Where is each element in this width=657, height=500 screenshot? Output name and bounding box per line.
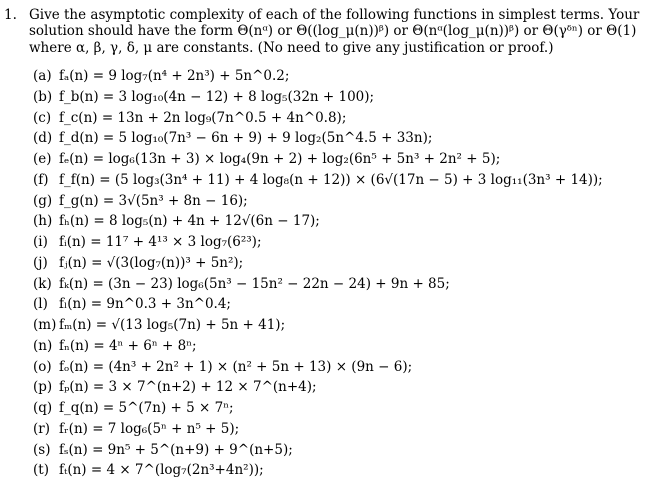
item-label: (f) <box>33 171 49 188</box>
list-item-f <box>33 170 633 191</box>
item-label: (a) <box>33 68 52 84</box>
item-label: (p) <box>33 379 53 396</box>
item-label: (h) <box>33 213 53 230</box>
item-formula: fₕ(n) = 8 log₅(n) + 4n + 12√(6n − 17); <box>59 213 320 230</box>
list-item-j <box>33 253 633 274</box>
list-item-m <box>33 315 633 336</box>
item-formula: fₙ(n) = 4ⁿ + 6ⁿ + 8ⁿ; <box>59 337 197 354</box>
item-formula: fₘ(n) = √(13 log₅(7n) + 5n + 41); <box>59 317 286 333</box>
list-item-g <box>33 191 633 212</box>
list-item-r <box>33 419 633 440</box>
item-formula: fₖ(n) = (3n − 23) log₆(5n³ − 15n² − 22n − 24) + 9n + 85; <box>59 275 450 292</box>
item-label: (c) <box>33 109 52 126</box>
list-item-d <box>33 128 633 149</box>
list-item-e <box>33 149 633 170</box>
item-label: (q) <box>33 400 53 416</box>
item-label: (s) <box>33 441 51 458</box>
item-label: (e) <box>33 151 52 167</box>
list-item-a <box>33 66 633 87</box>
item-label: (i) <box>33 234 48 250</box>
item-label: (g) <box>33 192 53 209</box>
item-formula: fₜ(n) = 4 × 7^(log₇(2n³+4n²)); <box>59 462 264 479</box>
list-item-k <box>33 274 633 295</box>
item-formula: fₑ(n) = log₆(13n + 3) × log₄(9n + 2) + log₂(6n⁵ + 5n³ + 2n² + 5); <box>59 151 501 167</box>
problem-number: 1. <box>4 7 17 23</box>
list-item-t <box>33 460 633 481</box>
item-label: (j) <box>33 254 48 271</box>
item-label: (n) <box>33 337 53 354</box>
list-item-s <box>33 440 633 461</box>
function-list <box>33 66 633 481</box>
item-label: (d) <box>33 130 53 147</box>
item-formula: f_d(n) = 5 log₁₀(7n³ − 6n + 9) + 9 log₂(5n^4.5 + 33n); <box>59 130 433 147</box>
item-formula: fₒ(n) = (4n³ + 2n² + 1) × (n² + 5n + 13) × (9n − 6); <box>59 358 413 375</box>
item-label: (t) <box>33 462 49 479</box>
list-item-i <box>33 232 633 253</box>
item-formula: f_q(n) = 5^(7n) + 5 × 7ⁿ; <box>59 400 234 416</box>
item-formula: fₗ(n) = 9n^0.3 + 3n^0.4; <box>59 296 231 313</box>
list-item-b <box>33 87 633 108</box>
item-formula: f_c(n) = 13n + 2n log₉(7n^0.5 + 4n^0.8); <box>59 109 347 126</box>
item-formula: fⱼ(n) = √(3(log₇(n))³ + 5n²); <box>59 254 244 271</box>
list-item-h <box>33 211 633 232</box>
item-formula: fₛ(n) = 9n⁵ + 5^(n+9) + 9^(n+5); <box>59 441 293 458</box>
item-formula: fᵢ(n) = 11⁷ + 4¹³ × 3 log₇(6²³); <box>59 234 262 250</box>
item-label: (l) <box>33 296 48 313</box>
item-formula: f_f(n) = (5 log₃(3n⁴ + 11) + 4 log₈(n + 12)) × (6√(17n − 5) + 3 log₁₁(3n³ + 14)); <box>59 171 603 188</box>
intro-line: solution should have the form Θ(nᵅ) or Θ((log_μ(n))ᵝ) or Θ(nᵅ(log_μ(n))ᵝ) or Θ(γᵟⁿ) or Θ(1) <box>29 23 637 40</box>
item-label: (r) <box>33 420 50 437</box>
item-label: (k) <box>33 275 52 292</box>
list-item-q <box>33 398 633 419</box>
list-item-o <box>33 357 633 378</box>
item-formula: fₐ(n) = 9 log₇(n⁴ + 2n³) + 5n^0.2; <box>59 68 290 84</box>
intro-line: Give the asymptotic complexity of each of the following functions in simplest terms. Your <box>29 7 640 23</box>
item-label: (m) <box>33 317 57 333</box>
item-formula: fₚ(n) = 3 × 7^(n+2) + 12 × 7^(n+4); <box>59 379 317 396</box>
list-item-l <box>33 294 633 315</box>
list-item-n <box>33 336 633 357</box>
item-label: (o) <box>33 358 52 375</box>
list-item-p <box>33 377 633 398</box>
intro-line: where α, β, γ, δ, μ are constants. (No need to give any justification or proof.) <box>29 39 554 56</box>
list-item-c <box>33 108 633 129</box>
item-label: (b) <box>33 88 53 105</box>
problem-intro <box>29 7 640 56</box>
item-formula: f_g(n) = 3√(5n³ + 8n − 16); <box>59 192 248 209</box>
item-formula: fᵣ(n) = 7 log₆(5ⁿ + n⁵ + 5); <box>59 420 240 437</box>
item-formula: f_b(n) = 3 log₁₀(4n − 12) + 8 log₅(32n + 100); <box>59 88 375 105</box>
